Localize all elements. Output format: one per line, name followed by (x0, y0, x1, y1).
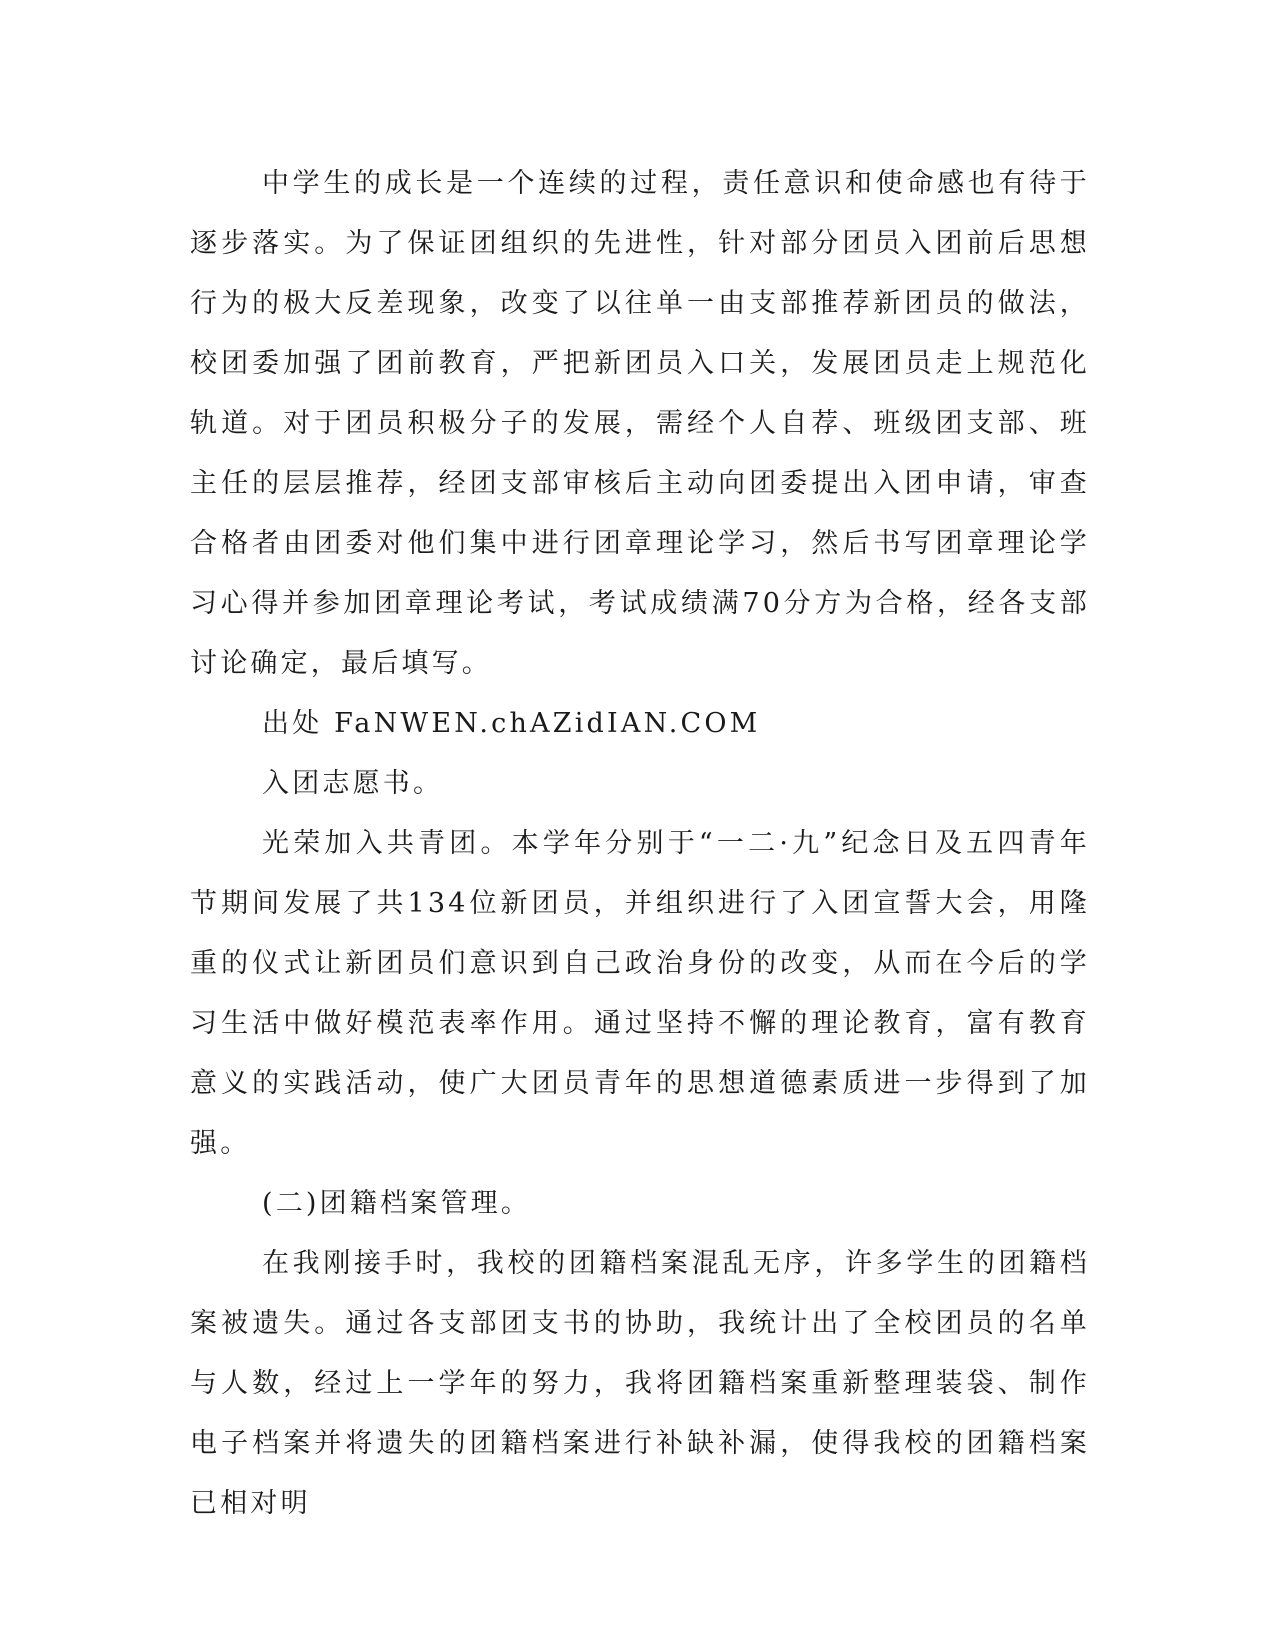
section-heading-records-management: (二)团籍档案管理。 (262, 1188, 532, 1219)
paragraph-source: 出处 FaNWEN.chAZidIAN.COM (262, 708, 761, 739)
document-body (190, 154, 1090, 1534)
paragraph-records-management: 在我刚接手时，我校的团籍档案混乱无序，许多学生的团籍档案被遗失。通过各支部团支书的协助，我统计出了全校团员的名单与人数，经过上一学年的努力，我将团籍档案重新整理装袋、制作电子档案并将遗失的团籍档案进行补缺补漏，使得我校的团籍档案已相对明 (190, 1248, 1090, 1519)
paragraph-joining-league: 光荣加入共青团。本学年分别于“一二·九”纪念日及五四青年节期间发展了共134位新团员，并组织进行了入团宣誓大会，用隆重的仪式让新团员们意识到自己政治身份的改变，从而在今后的学习生活中做好模范表率作用。通过坚持不懈的理论教育，富有教育意义的实践活动，使广大团员青年的思想道德素质进一步得到了加强。 (190, 828, 1090, 1159)
paragraph-member-development: 中学生的成长是一个连续的过程，责任意识和使命感也有待于逐步落实。为了保证团组织的先进性，针对部分团员入团前后思想行为的极大反差现象，改变了以往单一由支部推荐新团员的做法，校团委加强了团前教育，严把新团员入口关，发展团员走上规范化轨道。对于团员积极分子的发展，需经个人自荐、班级团支部、班主任的层层推荐，经团支部审核后主动向团委提出入团申请，审查合格者由团委对他们集中进行团章理论学习，然后书写团章理论学习心得并参加团章理论考试，考试成绩满70分方为合格，经各支部讨论确定，最后填写。 (190, 168, 1090, 679)
paragraph-application-form: 入团志愿书。 (262, 768, 444, 799)
